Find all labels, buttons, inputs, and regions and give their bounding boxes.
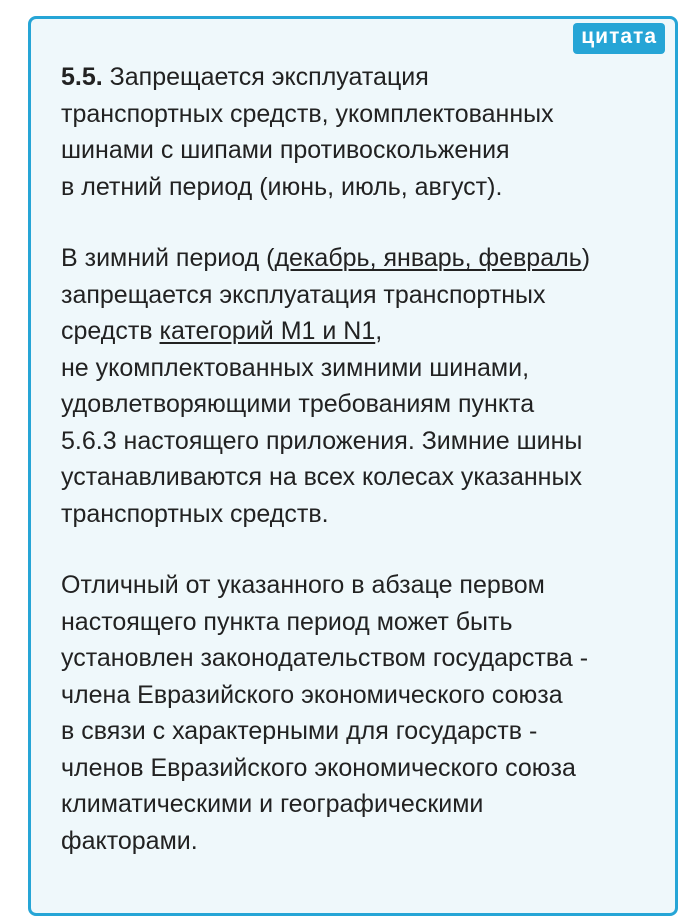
paragraph-line (61, 313, 661, 350)
paragraph-line: факторами. (61, 826, 198, 855)
paragraph-text: В зимний период ( (61, 244, 275, 272)
quote-box (28, 16, 678, 916)
winter-months-link[interactable]: декабрь, январь, февраль (274, 244, 582, 272)
vehicle-category-link[interactable]: категорий M1 и N1 (159, 317, 376, 345)
paragraph-line: в связи с характерными для государств - (61, 717, 538, 745)
paragraph-line: удовлетворяющими требованиям пункта (61, 390, 535, 418)
paragraph-line: членов Евразийского экономического союза (61, 753, 576, 782)
paragraph-line: не укомплектованных зимними шинами, (61, 353, 530, 382)
paragraph-line: устанавливаются на всех колесах указанных (61, 463, 582, 491)
quote-badge: цитата (573, 23, 665, 54)
paragraph-line: транспортных средств, укомплектованных (61, 99, 554, 128)
quote-content (61, 59, 661, 859)
paragraph-3 (61, 567, 661, 859)
paragraph-line: настоящего пункта период может быть (61, 607, 513, 636)
paragraph-line (61, 240, 661, 277)
paragraph-line: шинами с шипами противоскольжения (61, 136, 510, 164)
paragraph-line: климатическими и географическими (61, 790, 484, 818)
paragraph-line: Отличный от указанного в абзаце первом (61, 571, 545, 599)
paragraph-text: Запрещается эксплуатация (102, 63, 429, 91)
paragraph-2 (61, 240, 661, 532)
paragraph-line (61, 59, 661, 96)
paragraph-text: средств (61, 317, 160, 345)
clause-number: 5.5. (61, 63, 103, 91)
paragraph-line: запрещается эксплуатация транспортных (61, 280, 546, 309)
paragraph-line: 5.6.3 настоящего приложения. Зимние шины (61, 426, 583, 455)
paragraph-text: ) (581, 244, 591, 272)
paragraph-line: установлен законодательством государства - (61, 644, 589, 672)
paragraph-1 (61, 59, 661, 205)
paragraph-line: в летний период (июнь, июль, август). (61, 172, 503, 201)
paragraph-line: транспортных средств. (61, 499, 329, 528)
paragraph-line: члена Евразийского экономического союза (61, 680, 563, 709)
paragraph-text: , (375, 317, 383, 345)
